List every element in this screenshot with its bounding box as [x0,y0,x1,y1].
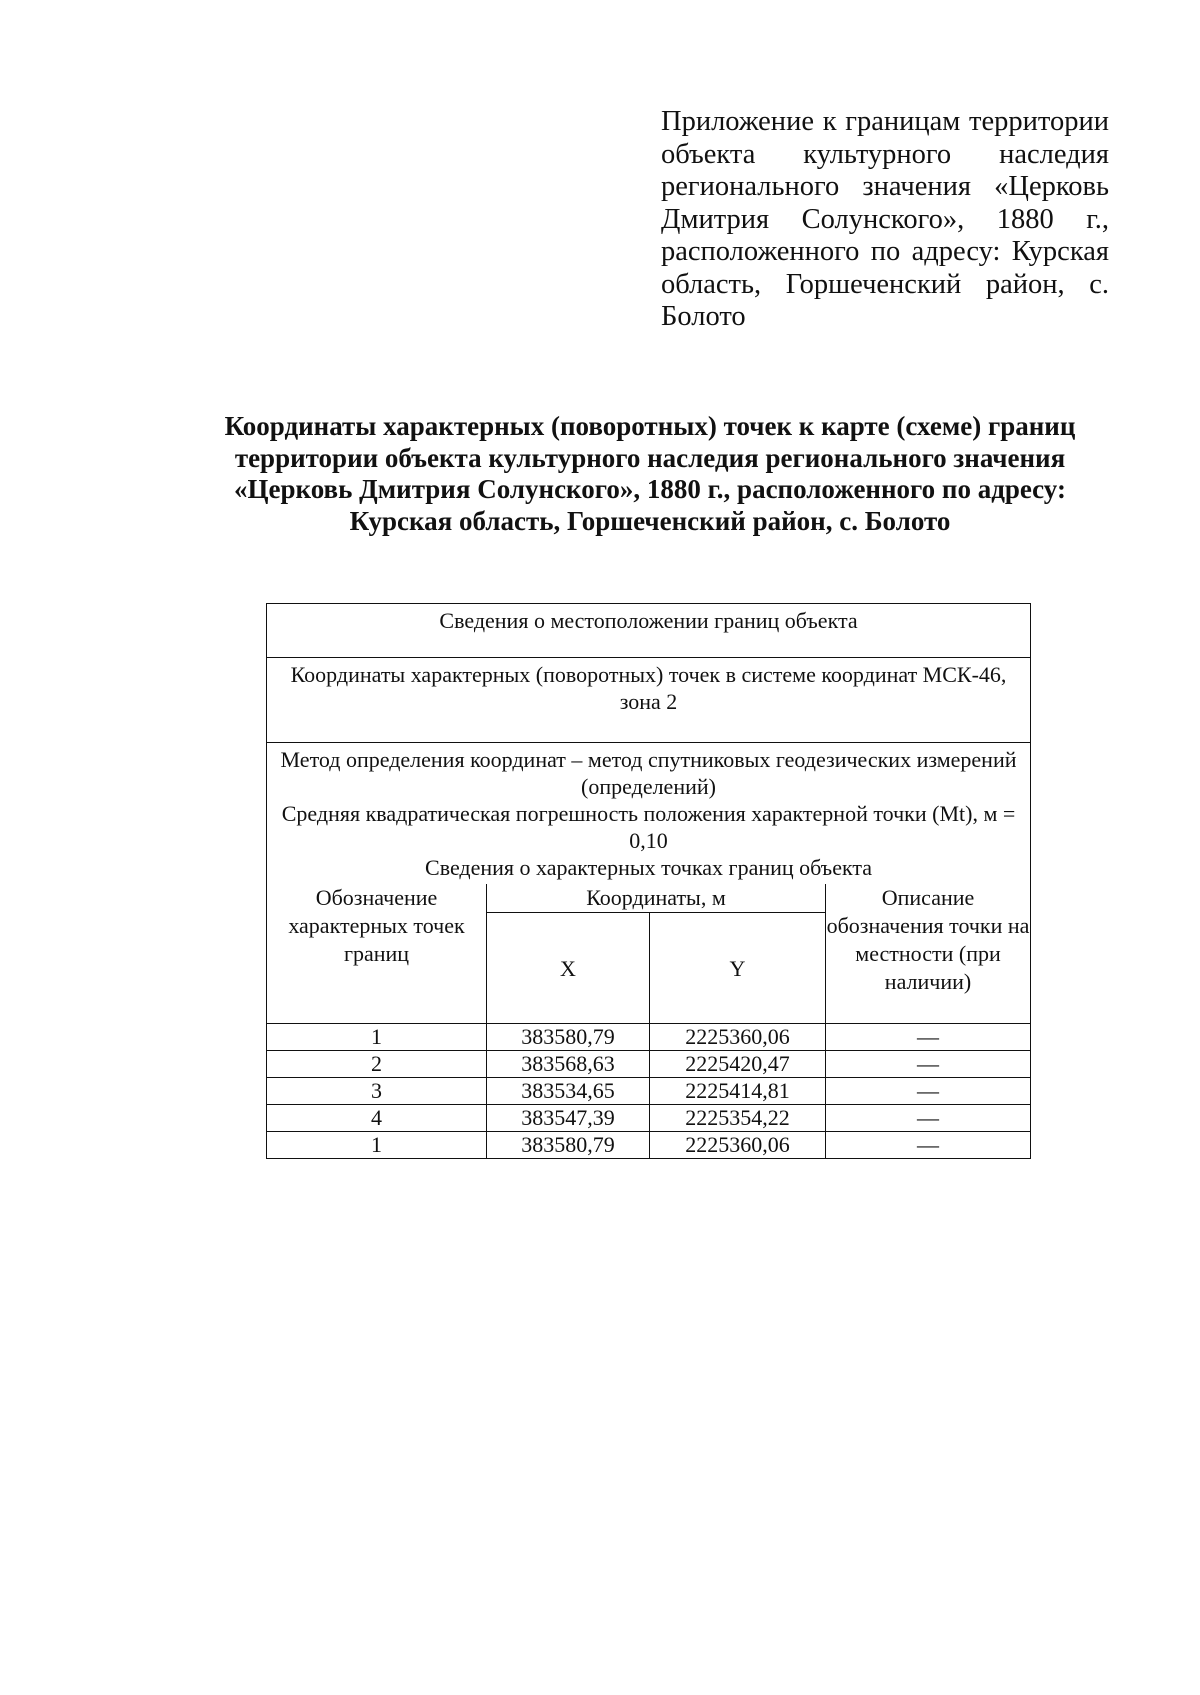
method-cell [267,743,1031,885]
table-row [267,1024,1031,1051]
point-description: — [826,1132,1031,1159]
point-description: — [826,1024,1031,1051]
point-description: — [826,1078,1031,1105]
table-row [267,1078,1031,1105]
coordinates-table [266,603,1031,1159]
y-coordinate: 2225414,81 [650,1078,826,1105]
appendix-note: Приложение к границам территории объекта культурного наследия регионального значения «Церковь Дмитрия Солунского», 1880 г., расположенного по адресу: Курская область, Горшеченский район, с. Болото [661,106,1109,332]
y-coordinate: 2225360,06 [650,1024,826,1051]
x-coordinate: 383580,79 [487,1024,650,1051]
page-title-line-4: Курская область, Горшеченский район, с. Болото [349,505,951,536]
section-title-cell: Сведения о местоположении границ объекта [267,604,1031,658]
page-title [180,411,1120,537]
x-coordinate: 383580,79 [487,1132,650,1159]
points-title: Сведения о характерных точках границ объекта [425,855,872,880]
table-row [267,1051,1031,1078]
page-title-line-2: территории объекта культурного наследия регионального значения [234,442,1066,473]
y-coordinate: 2225420,47 [650,1051,826,1078]
page-title-line-3: «Церковь Дмитрия Солунского», 1880 г., расположенного по адресу: [234,474,1066,504]
y-coordinate: 2225360,06 [650,1132,826,1159]
table-row [267,1132,1031,1159]
header-coordinates: Координаты, м [487,884,826,913]
coordinate-system-cell: Координаты характерных (поворотных) точек в системе координат МСК-46, зона 2 [267,658,1031,743]
header-designation: Обозначение характерных точек границ [267,884,487,1024]
point-number: 1 [267,1024,487,1051]
point-description: — [826,1105,1031,1132]
page-title-line-1: Координаты характерных (поворотных) точек к карте (схеме) границ [224,411,1076,441]
header-description: Описание обозначения точки на местности (при наличии) [826,884,1031,1024]
y-coordinate: 2225354,22 [650,1105,826,1132]
table-row [267,1105,1031,1132]
point-number: 3 [267,1078,487,1105]
header-x: X [487,913,650,1024]
point-description: — [826,1051,1031,1078]
accuracy-text: Средняя квадратическая погрешность положения характерной точки (Mt), м = 0,10 [281,801,1016,853]
point-number: 1 [267,1132,487,1159]
point-number: 2 [267,1051,487,1078]
x-coordinate: 383534,65 [487,1078,650,1105]
point-number: 4 [267,1105,487,1132]
method-text: Метод определения координат – метод спутниковых геодезических измерений (определений) [280,747,1017,799]
x-coordinate: 383547,39 [487,1105,650,1132]
header-y: Y [650,913,826,1024]
x-coordinate: 383568,63 [487,1051,650,1078]
